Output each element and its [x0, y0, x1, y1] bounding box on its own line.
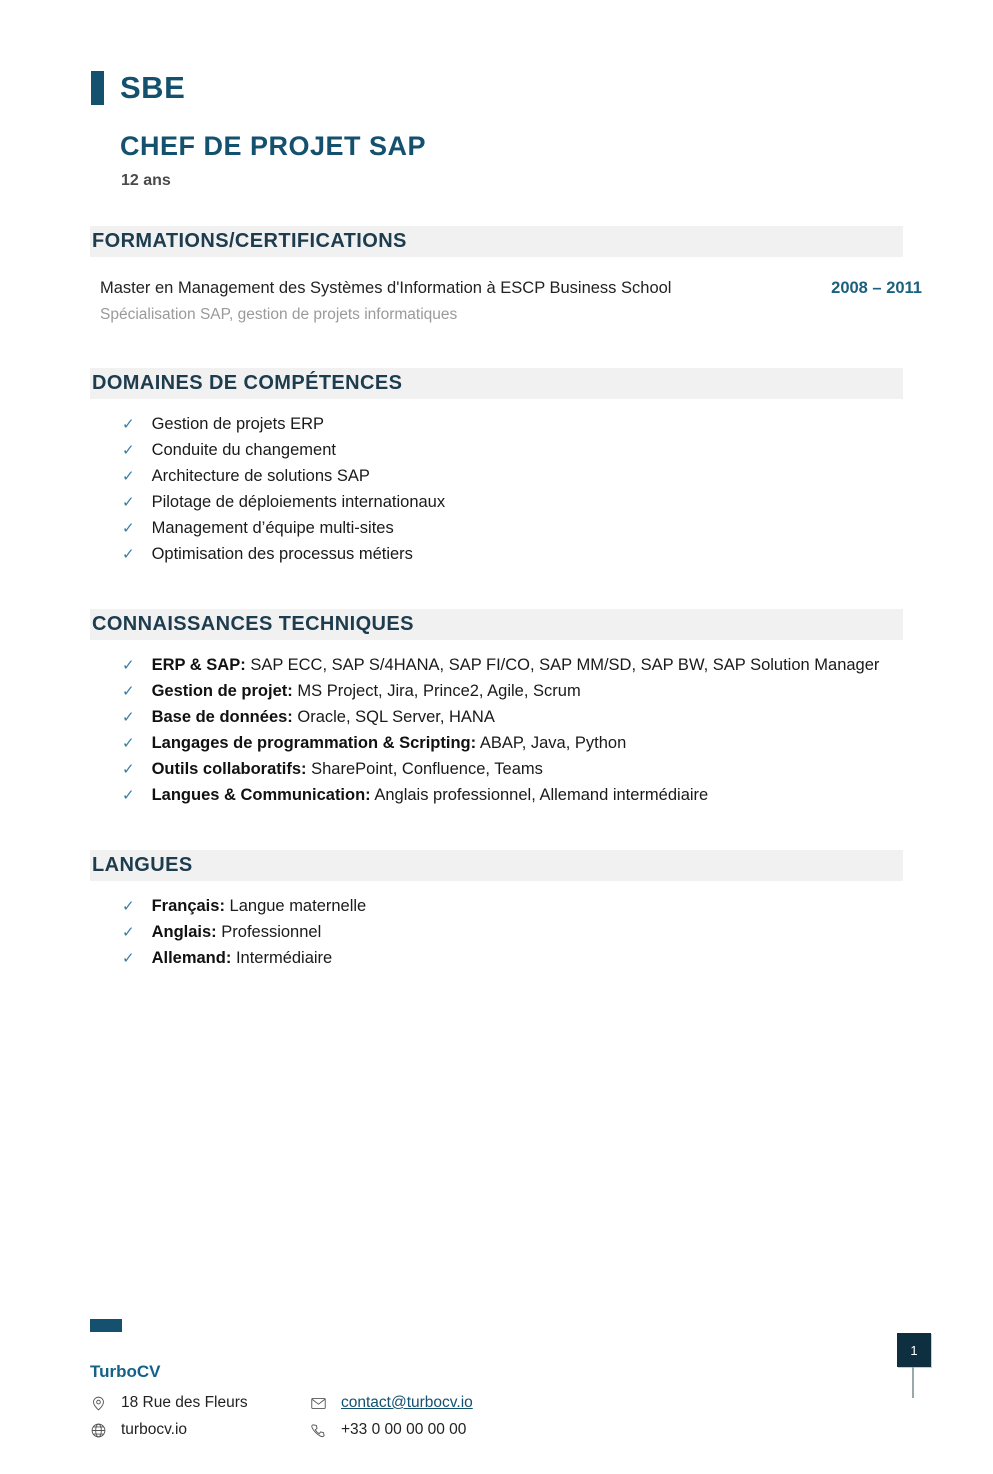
- list-item: [122, 463, 993, 489]
- list-item: [122, 704, 993, 730]
- item-value: SAP ECC, SAP S/4HANA, SAP FI/CO, SAP MM/SD, SAP BW, SAP Solution Manager: [250, 655, 880, 674]
- check-icon: ✓: [122, 760, 135, 778]
- langues-list: [0, 893, 993, 971]
- list-item: [122, 489, 993, 515]
- page-badge-line: [912, 1367, 914, 1398]
- list-item: [122, 945, 993, 971]
- experience-years: 12 ans: [121, 172, 171, 189]
- candidate-initials: SBE: [120, 70, 186, 105]
- check-icon: ✓: [122, 441, 135, 459]
- list-item-text: Optimisation des processus métiers: [151, 544, 413, 563]
- item-value: Langue maternelle: [229, 896, 367, 915]
- list-item: [122, 782, 993, 808]
- section-heading-techniques: CONNAISSANCES TECHNIQUES: [90, 609, 903, 640]
- header-accent-bar: [91, 71, 104, 105]
- formation-title: Master en Management des Systèmes d'Information à ESCP Business School: [100, 279, 672, 297]
- section-heading-competences: DOMAINES DE COMPÉTENCES: [90, 368, 903, 399]
- footer-brand: TurboCV: [90, 1362, 161, 1381]
- address-text: 18 Rue des Fleurs: [121, 1394, 248, 1411]
- check-icon: ✓: [122, 493, 135, 511]
- item-value: ABAP, Java, Python: [479, 733, 627, 752]
- item-label: Base de données:: [151, 707, 293, 726]
- list-item-text: Management d’équipe multi-sites: [151, 518, 394, 537]
- section-heading-langues: LANGUES: [90, 850, 903, 881]
- email-link[interactable]: contact@turbocv.io: [341, 1394, 473, 1411]
- job-title: CHEF DE PROJET SAP: [120, 131, 427, 161]
- list-item-text: Pilotage de déploiements internationaux: [151, 492, 446, 511]
- check-icon: ✓: [122, 467, 135, 485]
- formation-entry: [100, 276, 922, 300]
- list-item-text: Gestion de projets ERP: [151, 414, 324, 433]
- footer-accent-rect: [90, 1319, 122, 1332]
- techniques-list: [0, 652, 993, 808]
- check-icon: ✓: [122, 519, 135, 537]
- cv-header: [91, 70, 993, 191]
- list-item: [122, 678, 993, 704]
- item-label: Allemand:: [151, 948, 232, 967]
- contact-grid: [90, 1394, 473, 1439]
- check-icon: ✓: [122, 708, 135, 726]
- check-icon: ✓: [122, 786, 135, 804]
- check-icon: ✓: [122, 923, 135, 941]
- item-label: Français:: [151, 896, 225, 915]
- check-icon: ✓: [122, 897, 135, 915]
- check-icon: ✓: [122, 682, 135, 700]
- contact-email: [310, 1394, 473, 1412]
- check-icon: ✓: [122, 734, 135, 752]
- contact-website: [90, 1421, 310, 1439]
- list-item: [122, 919, 993, 945]
- list-item: [122, 756, 993, 782]
- list-item: [122, 437, 993, 463]
- globe-icon: [90, 1422, 107, 1439]
- check-icon: ✓: [122, 949, 135, 967]
- item-label: Anglais:: [151, 922, 217, 941]
- item-label: Langages de programmation & Scripting:: [151, 733, 477, 752]
- page-footer: [90, 1319, 473, 1439]
- list-item: [122, 652, 993, 678]
- phone-icon: [310, 1422, 327, 1439]
- website-text: turbocv.io: [121, 1421, 188, 1438]
- list-item-text: Architecture de solutions SAP: [151, 466, 370, 485]
- list-item: [122, 515, 993, 541]
- item-label: Outils collaboratifs:: [151, 759, 307, 778]
- item-value: Oracle, SQL Server, HANA: [297, 707, 495, 726]
- list-item: [122, 893, 993, 919]
- check-icon: ✓: [122, 415, 135, 433]
- item-value: SharePoint, Confluence, Teams: [311, 759, 543, 778]
- list-item: [122, 411, 993, 437]
- item-value: MS Project, Jira, Prince2, Agile, Scrum: [297, 681, 581, 700]
- section-heading-formations: FORMATIONS/CERTIFICATIONS: [90, 226, 903, 257]
- item-value: Anglais professionnel, Allemand intermédiaire: [374, 785, 709, 804]
- contact-phone: [310, 1421, 473, 1439]
- item-label: Gestion de projet:: [151, 681, 293, 700]
- check-icon: ✓: [122, 545, 135, 563]
- item-label: Langues & Communication:: [151, 785, 371, 804]
- page-number-badge: 1: [897, 1333, 931, 1367]
- item-label: ERP & SAP:: [151, 655, 246, 674]
- phone-text: +33 0 00 00 00 00: [341, 1421, 467, 1438]
- item-value: Intermédiaire: [235, 948, 333, 967]
- item-value: Professionnel: [221, 922, 322, 941]
- list-item: [122, 730, 993, 756]
- formation-subtitle: Spécialisation SAP, gestion de projets informatiques: [100, 306, 458, 323]
- formation-dates: 2008 – 2011: [831, 279, 922, 297]
- contact-address: [90, 1394, 310, 1412]
- envelope-icon: [310, 1395, 327, 1412]
- competences-list: [0, 411, 993, 567]
- location-pin-icon: [90, 1395, 107, 1412]
- list-item: [122, 541, 993, 567]
- check-icon: ✓: [122, 656, 135, 674]
- list-item-text: Conduite du changement: [151, 440, 336, 459]
